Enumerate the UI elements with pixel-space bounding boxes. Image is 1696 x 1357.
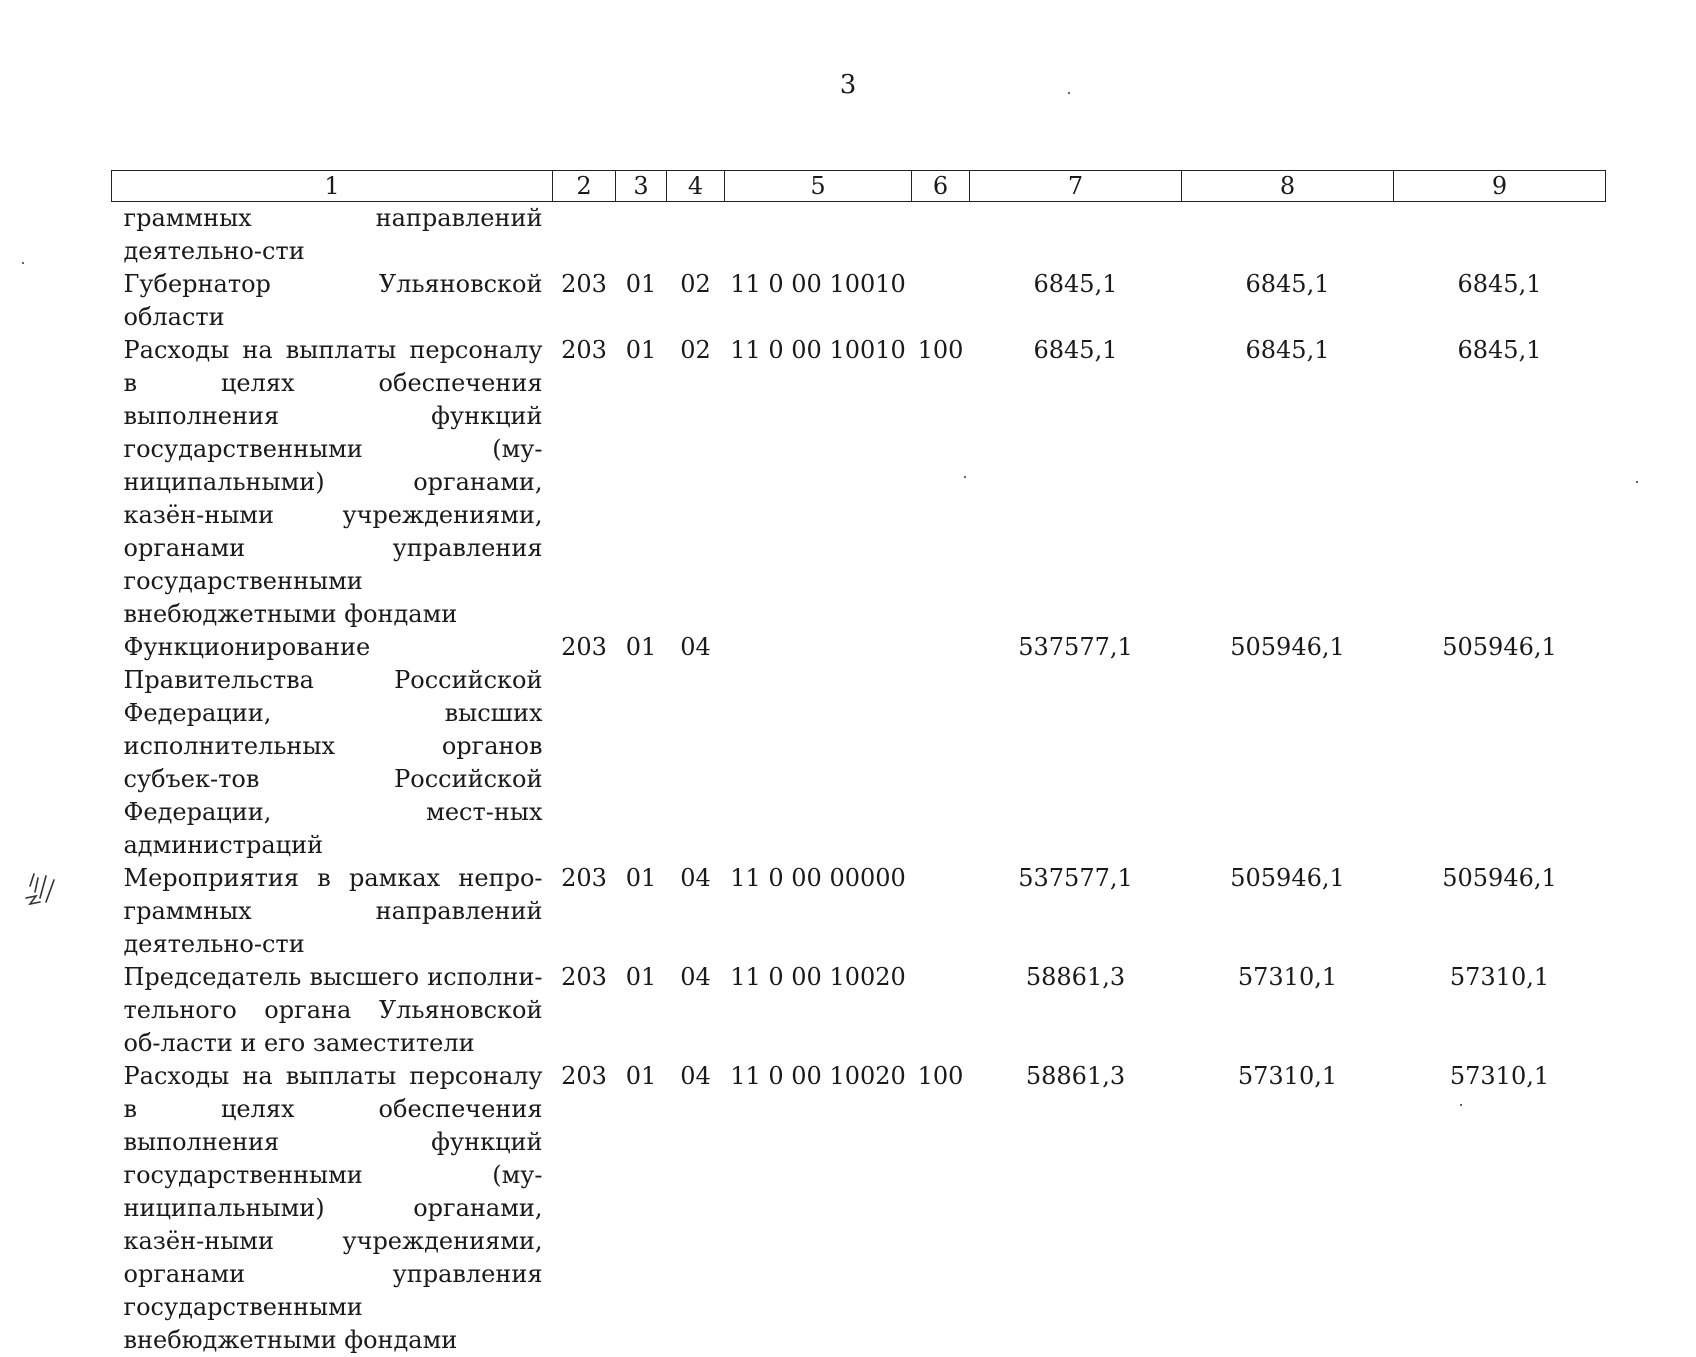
handwritten-mark-icon <box>20 868 64 912</box>
table-header-row <box>112 171 1606 202</box>
table-row <box>112 202 1606 269</box>
row-admin-code: 203 <box>561 336 607 364</box>
table-row <box>112 268 1606 334</box>
row-expense-type <box>912 268 970 334</box>
row-section <box>616 202 667 269</box>
row-amount-col8: 505946,1 <box>1230 633 1345 661</box>
scan-speck <box>1636 481 1638 483</box>
row-name: Председатель высшего исполни-тельного органа Ульяновской об-ласти и его заместители <box>123 963 543 1057</box>
row-section: 01 <box>625 633 657 661</box>
row-subsection: 04 <box>680 1062 711 1090</box>
row-amount-col7: 6845,1 <box>1033 270 1118 298</box>
row-amount-col8: 57310,1 <box>1237 963 1338 991</box>
row-amount-col9: 57310,1 <box>1449 1062 1550 1090</box>
row-expense-type <box>912 961 970 1060</box>
row-amount-col9: 505946,1 <box>1442 864 1557 892</box>
scan-speck <box>22 262 24 264</box>
header-col-1: 1 <box>112 171 553 202</box>
row-amount-col8: 57310,1 <box>1237 1062 1338 1090</box>
row-target-article: 11 0 00 10010 <box>730 270 906 298</box>
row-amount-col8 <box>1182 202 1394 269</box>
row-expense-type <box>912 202 970 269</box>
row-admin-code: 203 <box>561 864 607 892</box>
header-col-2: 2 <box>553 171 616 202</box>
row-amount-col8: 6845,1 <box>1245 270 1330 298</box>
header-col-8: 8 <box>1182 171 1394 202</box>
row-subsection: 02 <box>680 270 711 298</box>
scan-speck <box>1068 92 1070 94</box>
row-name: Расходы на выплаты персоналу в целях обеспечения выполнения функций государственными (му-ниципальными) органами, казён-ными учреждениями, органами управления государственными внебюджетными фондами <box>123 1062 543 1354</box>
row-admin-code: 203 <box>561 963 607 991</box>
row-admin-code: 203 <box>561 633 607 661</box>
row-section: 01 <box>625 270 657 298</box>
table-row <box>112 631 1606 862</box>
row-admin-code: 203 <box>561 270 607 298</box>
row-subsection: 04 <box>680 633 711 661</box>
row-target-article <box>725 631 912 862</box>
row-name: Функционирование Правительства Российской Федерации, высших исполнительных органов субъек-тов Российской Федерации, мест-ных администраций <box>123 633 543 859</box>
row-section: 01 <box>625 864 657 892</box>
row-amount-col7 <box>970 202 1182 269</box>
row-amount-col8: 505946,1 <box>1230 864 1345 892</box>
table-row <box>112 862 1606 961</box>
row-target-article: 11 0 00 10010 <box>730 336 906 364</box>
table-row <box>112 961 1606 1060</box>
row-expense-type <box>912 862 970 961</box>
row-expense-type <box>912 631 970 862</box>
row-section: 01 <box>625 963 657 991</box>
row-subsection: 04 <box>680 864 711 892</box>
row-amount-col8: 6845,1 <box>1245 336 1330 364</box>
row-name: Расходы на выплаты персоналу в целях обеспечения выполнения функций государственными (му-ниципальными) органами, казён-ными учреждениями, органами управления государственными внебюджетными фондами <box>123 336 543 628</box>
header-col-7: 7 <box>970 171 1182 202</box>
page-number: 3 <box>839 70 857 100</box>
row-section: 01 <box>625 336 657 364</box>
row-subsection <box>667 202 725 269</box>
row-target-article: 11 0 00 00000 <box>730 864 906 892</box>
row-target-article <box>725 202 912 269</box>
budget-table <box>111 170 1606 1357</box>
row-name: Мероприятия в рамках непро-граммных направлений деятельно-сти <box>123 864 543 958</box>
row-expense-type: 100 <box>917 336 964 364</box>
row-name: граммных направлений деятельно-сти <box>123 204 543 265</box>
row-admin-code: 203 <box>561 1062 607 1090</box>
header-col-3: 3 <box>616 171 667 202</box>
row-amount-col9: 57310,1 <box>1449 963 1550 991</box>
row-amount-col7: 6845,1 <box>1033 336 1118 364</box>
row-amount-col7: 58861,3 <box>1025 1062 1126 1090</box>
header-col-6: 6 <box>912 171 970 202</box>
row-subsection: 04 <box>680 963 711 991</box>
table-row <box>112 334 1606 631</box>
row-amount-col7: 537577,1 <box>1018 633 1133 661</box>
header-col-5: 5 <box>725 171 912 202</box>
row-amount-col9: 6845,1 <box>1457 270 1542 298</box>
row-amount-col7: 58861,3 <box>1025 963 1126 991</box>
header-col-4: 4 <box>667 171 725 202</box>
row-amount-col9: 6845,1 <box>1457 336 1542 364</box>
row-target-article: 11 0 00 10020 <box>730 1062 906 1090</box>
row-section: 01 <box>625 1062 657 1090</box>
row-amount-col7: 537577,1 <box>1018 864 1133 892</box>
row-amount-col9 <box>1394 202 1606 269</box>
row-target-article: 11 0 00 10020 <box>730 963 906 991</box>
row-expense-type: 100 <box>917 1062 964 1090</box>
header-col-9: 9 <box>1394 171 1606 202</box>
table-row <box>112 1060 1606 1357</box>
row-admin-code <box>553 202 616 269</box>
row-name: Губернатор Ульяновской области <box>123 270 543 331</box>
row-subsection: 02 <box>680 336 711 364</box>
row-amount-col9: 505946,1 <box>1442 633 1557 661</box>
